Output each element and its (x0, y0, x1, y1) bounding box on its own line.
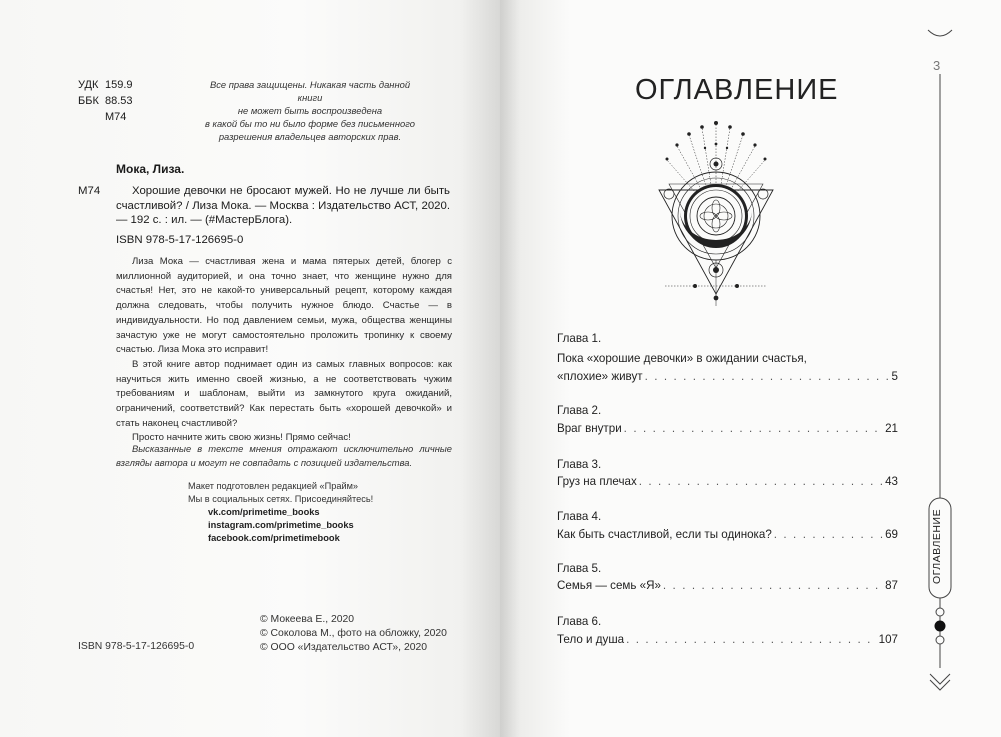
biblio-code: М74 (78, 185, 101, 197)
toc-title-line: Пока «хорошие девочки» в ожидании счастья, (557, 352, 807, 365)
toc-entry[interactable] (557, 422, 898, 435)
toc-entry-page: 87 (885, 579, 898, 592)
side-section-label: ОГЛАВЛЕНИЕ (931, 508, 943, 584)
classification-row (78, 93, 165, 109)
toc-leader-dots (774, 528, 883, 541)
classification-key: УДК (78, 79, 99, 91)
toc-entry-page: 69 (885, 528, 898, 541)
layout-credit: Макет подготовлен редакцией «Прайм» (188, 481, 359, 491)
copyright-line: © Мокеева Е., 2020 (260, 614, 355, 625)
copyright-line: © ООО «Издательство АСТ», 2020 (260, 642, 428, 653)
rights-line: в какой бы то ни было форме без письменного (205, 118, 415, 129)
copyright-block (260, 613, 447, 655)
toc-leader-dots (626, 633, 877, 646)
toc-chapter-label: Глава 5. (557, 562, 602, 575)
layout-credit-block (188, 480, 373, 506)
toc-chapter-label: Глава 6. (557, 615, 602, 628)
page-number: 3 (933, 58, 941, 73)
toc-leader-dots (639, 475, 883, 488)
classification-key: ББК (78, 95, 99, 107)
rights-line: разрешения владельцев авторских прав. (218, 131, 402, 142)
annotation (116, 255, 452, 446)
classification-codes (78, 77, 165, 125)
toc-entry-page: 5 (891, 370, 898, 383)
toc-chapter-label: Глава 2. (557, 404, 602, 417)
toc-entry[interactable] (557, 633, 898, 646)
classification-value: 88.53 (105, 95, 133, 107)
sacred-geometry-ornament-icon (655, 118, 777, 306)
author-heading: Мока, Лиза. (116, 162, 185, 176)
toc-entry-title: Враг внутри (557, 422, 622, 435)
isbn-bottom: ISBN 978-5-17-126695-0 (78, 641, 195, 652)
rights-line: Все права защищены. Никакая часть данной книги (209, 79, 411, 103)
toc-chapter-label: Глава 3. (557, 458, 602, 471)
social-links (208, 506, 354, 545)
isbn-top: ISBN 978-5-17-126695-0 (116, 234, 244, 246)
page-title: ОГЛАВЛЕНИЕ (635, 74, 839, 106)
classification-row (78, 77, 165, 93)
annotation-paragraph: Лиза Мока — счастливая жена и мама пятерых детей, блогер с миллионной аудиторией, и она точно знает, что женщине нужно для счастья! Нет, это не какой-то универсальный рецепт, которому каждая должна следовать, чтобы получить нужное блюдо. Счастье — в индивидуальности. Но под давлением семьи, мужа, общества женщины зачастую уже не могут самостоятельно проложить тропинку к своему счастью. Лиза Мока это исправит! (116, 256, 452, 356)
toc-leader-dots (645, 370, 890, 383)
rights-notice (199, 78, 421, 143)
toc-entry-title: Как быть счастливой, если ты одинока? (557, 528, 772, 541)
copyright-line: © Соколова М., фото на обложку, 2020 (260, 628, 447, 639)
rights-line: не может быть воспроизведена (237, 105, 383, 116)
toc-chapter-label: Глава 4. (557, 510, 602, 523)
toc-entry-page: 107 (878, 633, 898, 646)
annotation-paragraph: Просто начните жить свою жизнь! Прямо сейчас! (132, 432, 351, 444)
biblio-description: Хорошие девочки не бросают мужей. Но не лучше ли быть счастливой? / Лиза Мока. — Москва : Издательство АСТ, 2020. — 192 с. : ил. — (#МастерБлога). (116, 185, 450, 226)
toc-chapter-label: Глава 1. (557, 332, 602, 345)
social-link-facebook: facebook.com/primetimebook (208, 533, 340, 543)
toc-entry[interactable] (557, 475, 898, 488)
left-page (0, 0, 500, 737)
toc-entry[interactable] (557, 370, 898, 383)
toc-leader-dots (663, 579, 883, 592)
toc-entry[interactable] (557, 579, 898, 592)
social-link-instagram: instagram.com/primetime_books (208, 520, 354, 530)
side-navigation-rail-icon (925, 28, 955, 698)
toc-entry-title: Тело и душа (557, 633, 625, 646)
toc-leader-dots (624, 422, 883, 435)
classification-value: М74 (105, 111, 127, 123)
toc-entry-page: 43 (885, 475, 898, 488)
social-invite: Мы в социальных сетях. Присоединяйтесь! (188, 494, 374, 504)
toc-entry-title: Груз на плечах (557, 475, 637, 488)
toc-entry-title: Семья — семь «Я» (557, 579, 661, 592)
toc-entry[interactable] (557, 528, 898, 541)
classification-row (78, 109, 165, 125)
toc-entry-page: 21 (885, 422, 898, 435)
toc-entry-title: «плохие» живут (557, 370, 643, 383)
social-link-vk: vk.com/primetime_books (208, 507, 320, 517)
annotation-paragraph: В этой книге автор поднимает один из самых главных вопросов: как научиться жить именно своей жизнью, а не соответствовать чужим требованиям и шаблонам, выйти из замкнутого круга ожиданий, ограничений, соответствий? Как перестать быть «хорошей девочкой» и стать наконец счастливой? (116, 358, 452, 429)
classification-value: 159.9 (105, 79, 133, 91)
disclaimer: Высказанные в тексте мнения отражают исключительно личные взгляды автора и могут не совпадать с позицией издательства. (116, 443, 452, 468)
classification-key (78, 109, 105, 125)
